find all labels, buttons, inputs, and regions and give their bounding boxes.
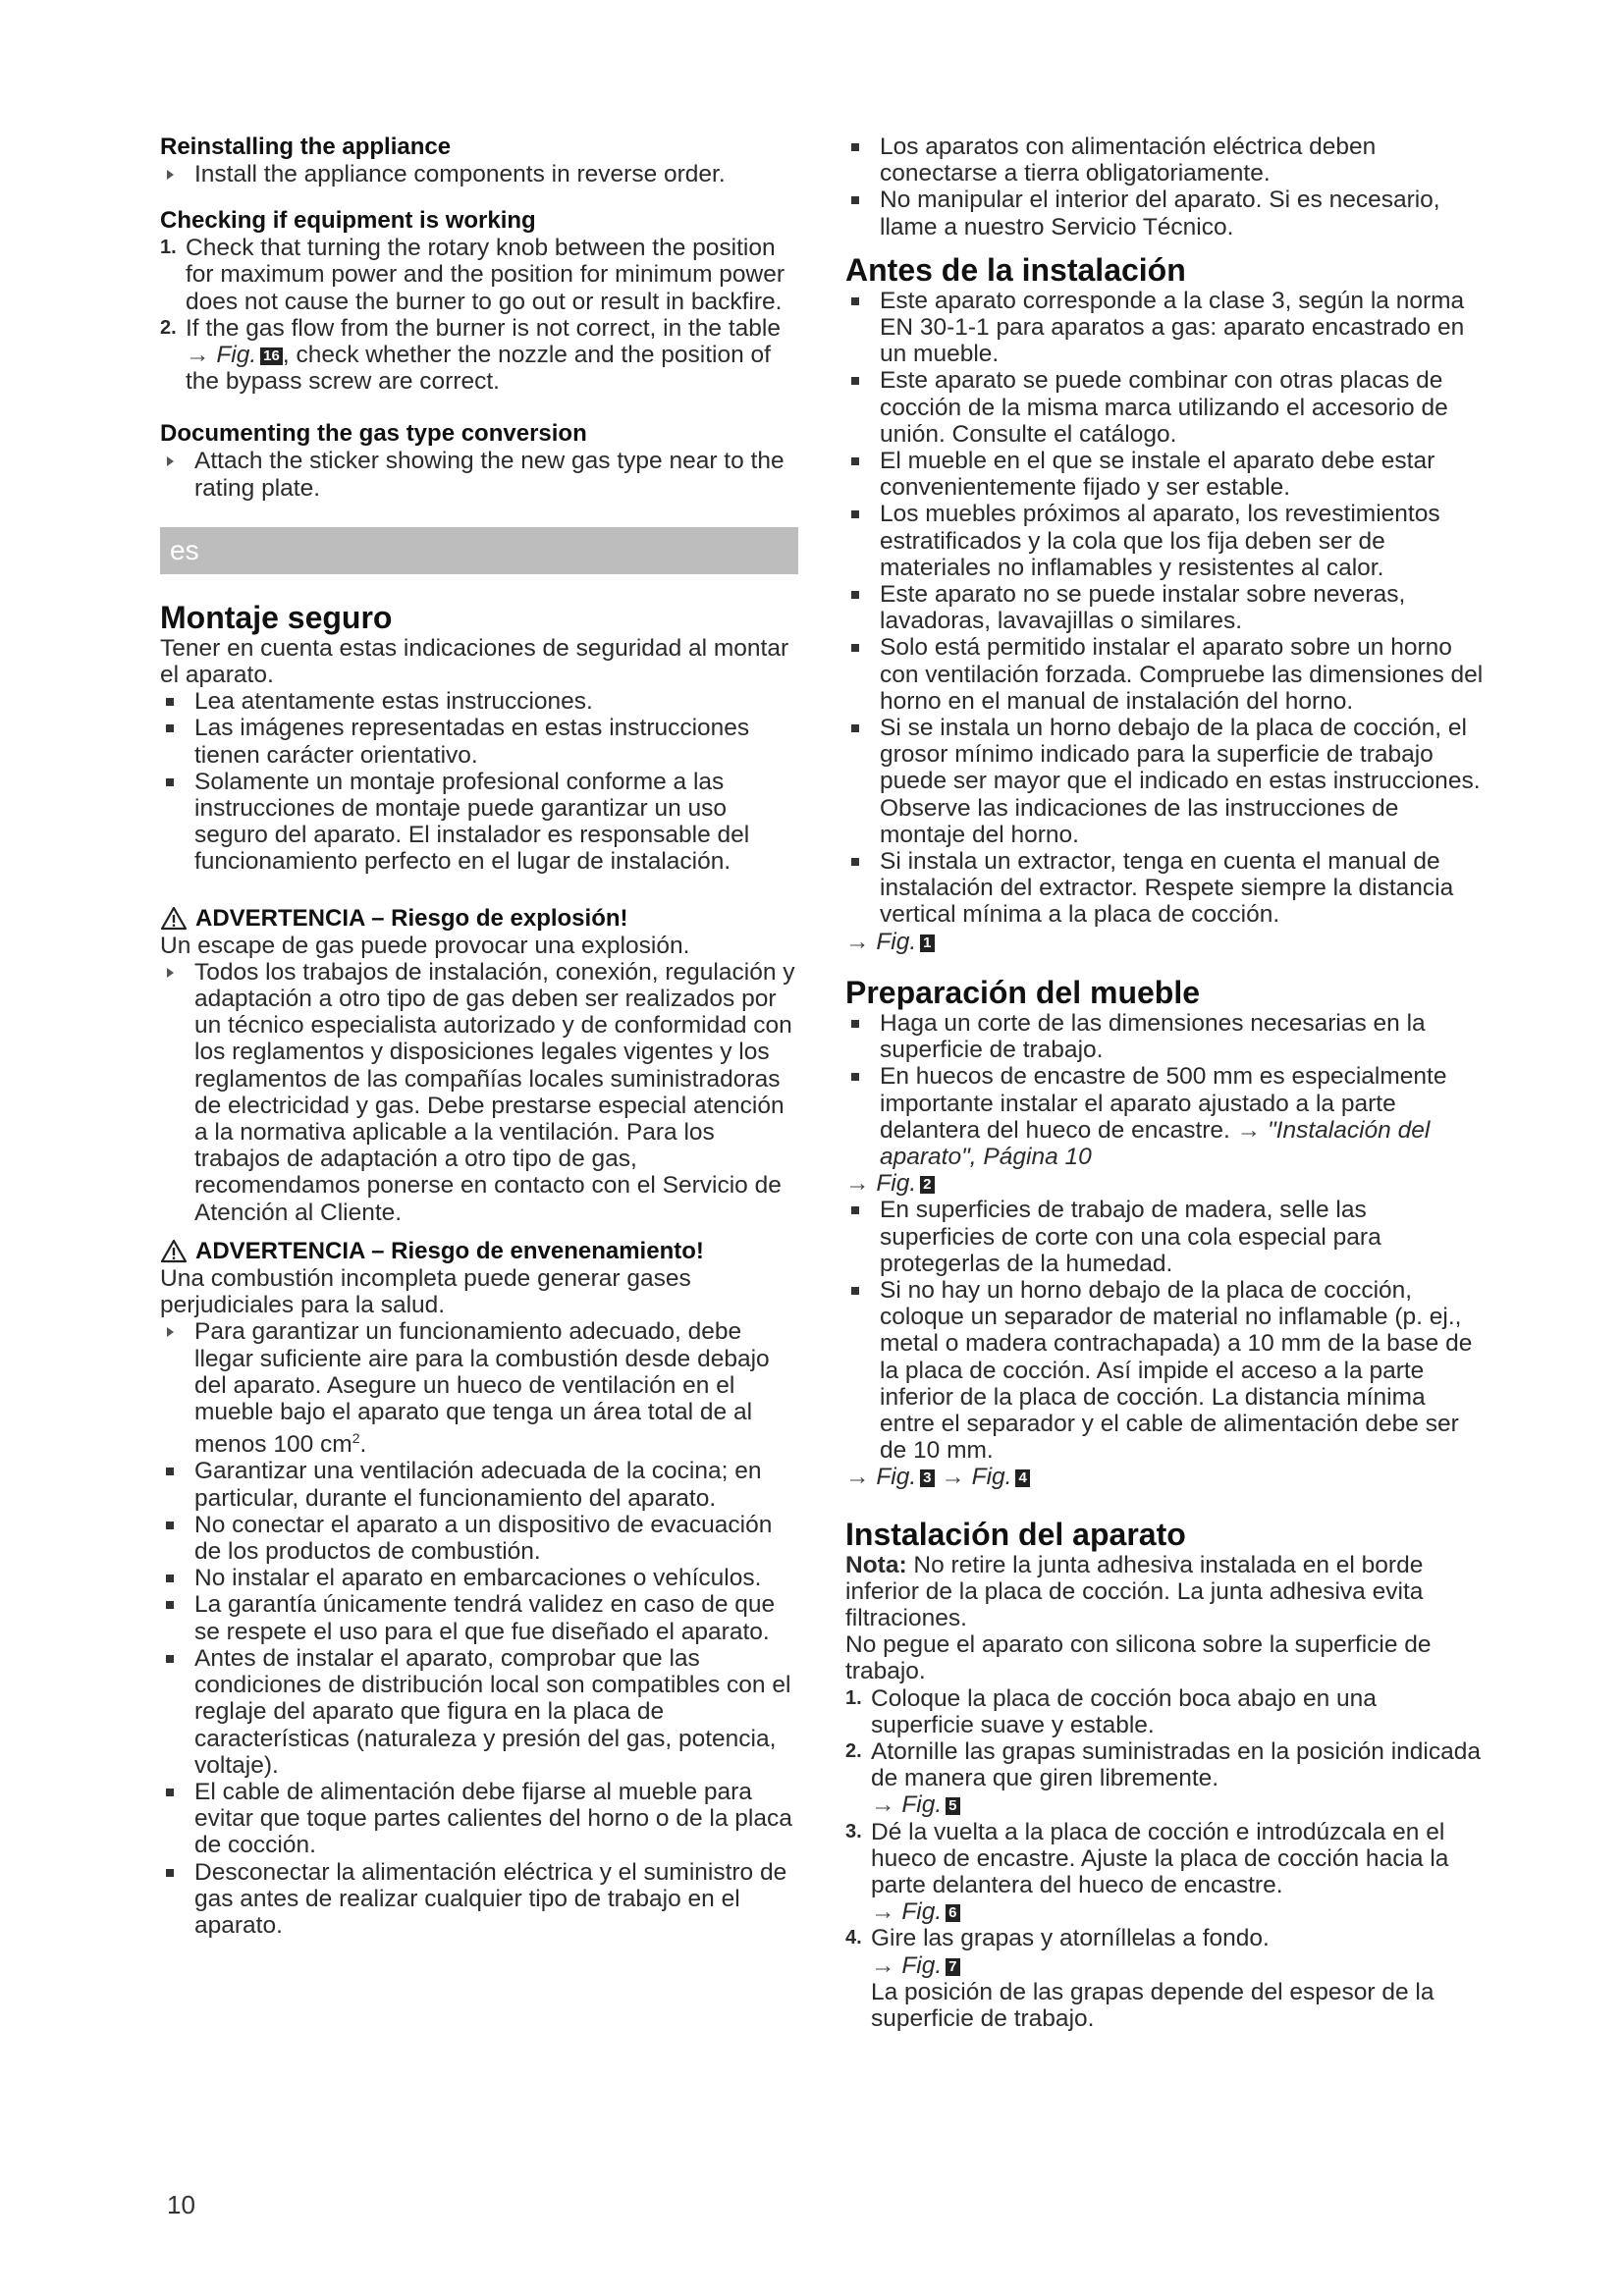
step-text: Check that turning the rotary knob between the position for maximum power and the position for minimum power does not cause the burner to go out or result in backfire. <box>186 235 785 315</box>
install-step-2 <box>845 1738 1484 1819</box>
warning-triangle-icon <box>160 1239 188 1263</box>
preparacion-list-cont <box>845 1197 1484 1464</box>
step-text-end: . <box>359 1431 367 1459</box>
page-number: 10 <box>167 2190 195 2219</box>
montaje-intro: Tener en cuenta estas indicaciones de seguridad al montar el aparato. <box>160 634 789 689</box>
step-number: 2. <box>160 316 177 339</box>
warning-poison-title <box>160 1238 798 1265</box>
checking-heading: Checking if equipment is working <box>160 207 536 235</box>
fig-number-badge: 3 <box>920 1469 934 1487</box>
arrow-right-icon: → <box>934 1464 972 1491</box>
warning-poison-intro: Una combustión incompleta puede generar gases perjudiciales para la salud. <box>160 1264 691 1319</box>
step-text: Dé la vuelta a la placa de cocción e introdúzcala en el hueco de encastre. Ajuste la placa de cocción hacia la parte delantera del hueco de encastre. <box>871 1818 1449 1898</box>
list-item: Los muebles próximos al aparato, los revestimientos estratificados y la cola que los fija deben ser de materiales no inflamables y resistentes al calor. <box>845 501 1484 581</box>
left-column <box>160 133 798 1939</box>
language-code: es <box>170 534 199 565</box>
documenting-step: Attach the sticker showing the new gas type near to the rating plate. <box>160 448 798 501</box>
preparacion-list <box>845 1010 1484 1170</box>
arrow-right-icon: → <box>871 1951 902 1979</box>
fig-ref-line <box>845 1464 1484 1490</box>
install-step-1 <box>845 1685 1484 1738</box>
warning-triangle-icon <box>160 906 188 931</box>
safety-list-cont <box>845 133 1484 240</box>
fig-ref: Fig. <box>876 928 917 955</box>
list-item: Garantizar una ventilación adecuada de la cocina; en particular, durante el funcionamiento del aparato. <box>160 1458 798 1511</box>
preparacion-title: Preparación del mueble <box>845 974 1201 1010</box>
list-item: En superficies de trabajo de madera, selle las superficies de corte con una cola especial para protegerlas de la humedad. <box>845 1197 1484 1277</box>
warning-explosion-step: Todos los trabajos de instalación, conexión, regulación y adaptación a otro tipo de gas deben ser realizados por un técnico especialista autorizado y de conformidad con los reglamentos y disposiciones legales vigentes y los reglamentos de las compañías locales suministradoras de electricidad y gas. Debe prestarse especial atención a la normativa aplicable a la ventilación. Para los trabajos de adaptación a otro tipo de gas, recomendamos ponerse en contacto con el Servicio de Atención al Cliente. <box>160 959 798 1226</box>
warning-title-text: ADVERTENCIA – Riesgo de envenenamiento! <box>195 1237 704 1264</box>
fig-ref: Fig. <box>901 1791 943 1819</box>
step-text: Gire las grapas y atorníllelas a fondo. <box>871 1925 1270 1952</box>
page-reference: "Instalación del aparato", Página 10 <box>880 1116 1431 1170</box>
fig-number-badge: 7 <box>946 1958 959 1976</box>
warning-explosion-title <box>160 905 798 933</box>
language-bar <box>160 527 798 574</box>
list-item: Los aparatos con alimentación eléctrica deben conectarse a tierra obligatoriamente. <box>845 133 1484 187</box>
list-item: No manipular el interior del aparato. Si es necesario, llame a nuestro Servicio Técnico. <box>845 187 1484 240</box>
step-text: Para garantizar un funcionamiento adecuado, debe llegar suficiente aire para la combustión desde debajo del aparato. Asegure un hueco de ventilación en el mueble bajo el aparato que tenga un área total de al menos 100 cm <box>194 1318 770 1459</box>
nota <box>845 1552 1484 1632</box>
instalacion-title: Instalación del aparato <box>845 1516 1186 1552</box>
list-item: Este aparato se puede combinar con otras placas de cocción de la misma marca utilizando el accesorio de unión. Consulte el catálogo. <box>845 367 1484 448</box>
fig-number-badge: 2 <box>920 1176 934 1194</box>
list-item: Las imágenes representadas en estas instrucciones tienen carácter orientativo. <box>160 715 798 768</box>
warning-explosion-intro: Un escape de gas puede provocar una explosión. <box>160 932 690 959</box>
fig-ref: Fig. <box>901 1951 943 1979</box>
fig-number-badge: 6 <box>946 1904 959 1922</box>
fig-ref-line <box>871 1898 1484 1925</box>
list-item <box>845 1063 1484 1170</box>
antes-list <box>845 288 1484 929</box>
instalacion-para: No pegue el aparato con silicona sobre la superficie de trabajo. <box>845 1631 1432 1685</box>
list-item: Antes de instalar el aparato, comprobar que las condiciones de distribución local son compatibles con el reglaje del aparato que figura en la placa de características (naturaleza y presión del gas, potencia, voltaje). <box>160 1645 798 1779</box>
list-item: Haga un corte de las dimensiones necesarias en la superficie de trabajo. <box>845 1010 1484 1063</box>
list-item: Si instala un extractor, tenga en cuenta el manual de instalación del extractor. Respete siempre la distancia vertical mínima a la placa de cocción. <box>845 848 1484 929</box>
step-text: Atornille las grapas suministradas en la posición indicada de manera que giren libremente. <box>871 1737 1482 1792</box>
fig-ref: Fig. <box>876 1464 917 1491</box>
list-item: No conectar el aparato a un dispositivo de evacuación de los productos de combustión. <box>160 1512 798 1565</box>
montaje-title: Montaje seguro <box>160 599 393 635</box>
list-item: No instalar el aparato en embarcaciones o vehículos. <box>160 1565 798 1591</box>
checking-step-2 <box>160 315 798 396</box>
reinstall-heading: Reinstalling the appliance <box>160 133 452 160</box>
fig-ref: Fig. <box>876 1170 917 1198</box>
nota-text: No retire la junta adhesiva instalada en el borde inferior de la placa de cocción. La junta adhesiva evita filtraciones. <box>845 1551 1424 1631</box>
poison-list <box>160 1458 798 1939</box>
fig-number-badge: 5 <box>946 1797 959 1815</box>
documenting-heading: Documenting the gas type conversion <box>160 420 587 448</box>
step-note: La posición de las grapas depende del espesor de la superficie de trabajo. <box>871 1978 1435 2032</box>
fig-number-badge: 16 <box>260 347 283 365</box>
install-step-4 <box>845 1925 1484 2032</box>
fig-ref-line <box>871 1791 1484 1818</box>
montaje-list <box>160 688 798 875</box>
list-item: Si se instala un horno debajo de la placa de cocción, el grosor mínimo indicado para la superficie de trabajo puede ser mayor que el indicado en estas instrucciones. Observe las indicaciones de las instrucciones de montaje del horno. <box>845 715 1484 848</box>
list-item: Solamente un montaje profesional conforme a las instrucciones de montaje puede garantizar un uso seguro del aparato. El instalador es responsable del funcionamiento perfecto en el lugar de instalación. <box>160 769 798 876</box>
item-text: En huecos de encastre de 500 mm es especialmente importante instalar el aparato ajustado a la parte delantera del hueco de encastre. <box>880 1063 1447 1144</box>
instalacion-steps <box>845 1685 1484 2033</box>
step-number: 1. <box>845 1686 862 1709</box>
list-item: Solo está permitido instalar el aparato sobre un horno con ventilación forzada. Compruebe las dimensiones del horno en el manual de instalación del horno. <box>845 634 1484 715</box>
fig-ref: Fig. <box>971 1464 1012 1491</box>
install-step-3 <box>845 1819 1484 1926</box>
list-item: La garantía únicamente tendrá validez en caso de que se respete el uso para el que fue diseñado el aparato. <box>160 1591 798 1644</box>
warning-poison-step <box>160 1318 798 1458</box>
step-number: 4. <box>845 1927 862 1949</box>
fig-ref: Fig. <box>901 1898 943 1926</box>
reinstall-step: Install the appliance components in reverse order. <box>160 161 798 187</box>
list-item: Este aparato no se puede instalar sobre neveras, lavadoras, lavavajillas o similares. <box>845 581 1484 634</box>
arrow-right-icon: → <box>871 1791 902 1819</box>
fig-ref-line <box>845 1170 1484 1197</box>
fig-number-badge: 1 <box>920 934 934 952</box>
step-text: Coloque la placa de cocción boca abajo en una superficie suave y estable. <box>871 1684 1377 1738</box>
arrow-right-icon: → <box>871 1898 902 1926</box>
fig-ref: Fig. <box>216 342 257 369</box>
list-item: Lea atentamente estas instrucciones. <box>160 688 798 715</box>
arrow-right-icon: → <box>845 1464 877 1491</box>
step-number: 2. <box>845 1739 862 1762</box>
step-text: If the gas flow from the burner is not correct, in the table <box>186 314 781 342</box>
arrow-right-icon: → <box>845 1170 877 1198</box>
superscript: 2 <box>352 1430 360 1447</box>
warning-title-text: ADVERTENCIA – Riesgo de explosión! <box>195 904 628 932</box>
arrow-right-icon: → <box>845 928 877 955</box>
step-number: 3. <box>845 1820 862 1842</box>
checking-step-1 <box>160 235 798 315</box>
fig-ref-line <box>871 1952 1484 1979</box>
arrow-right-icon: → <box>186 342 217 369</box>
fig-number-badge: 4 <box>1015 1469 1029 1487</box>
fig-ref-line <box>845 929 1484 955</box>
step-text-cont: , check whether the nozzle and the position of the bypass screw are correct. <box>186 342 771 396</box>
right-column <box>845 133 1484 2032</box>
arrow-right-icon: → <box>1236 1116 1268 1144</box>
nota-label: Nota: <box>845 1551 907 1578</box>
antes-title: Antes de la instalación <box>845 251 1186 288</box>
list-item: Desconectar la alimentación eléctrica y el suministro de gas antes de realizar cualquier tipo de trabajo en el aparato. <box>160 1859 798 1940</box>
list-item: El cable de alimentación debe fijarse al mueble para evitar que toque partes calientes del horno o de la placa de cocción. <box>160 1779 798 1859</box>
list-item: Si no hay un horno debajo de la placa de cocción, coloque un separador de material no inflamable (p. ej., metal o madera contrachapada) a 10 mm de la base de la placa de cocción. Así impide el acceso a la parte inferior de la placa de cocción. La distancia mínima entre el separador y el cable de alimentación debe ser de 10 mm. <box>845 1277 1484 1464</box>
step-number: 1. <box>160 237 177 259</box>
list-item: El mueble en el que se instale el aparato debe estar convenientemente fijado y ser estable. <box>845 448 1484 501</box>
list-item: Este aparato corresponde a la clase 3, según la norma EN 30-1-1 para aparatos a gas: aparato encastrado en un mueble. <box>845 288 1484 368</box>
